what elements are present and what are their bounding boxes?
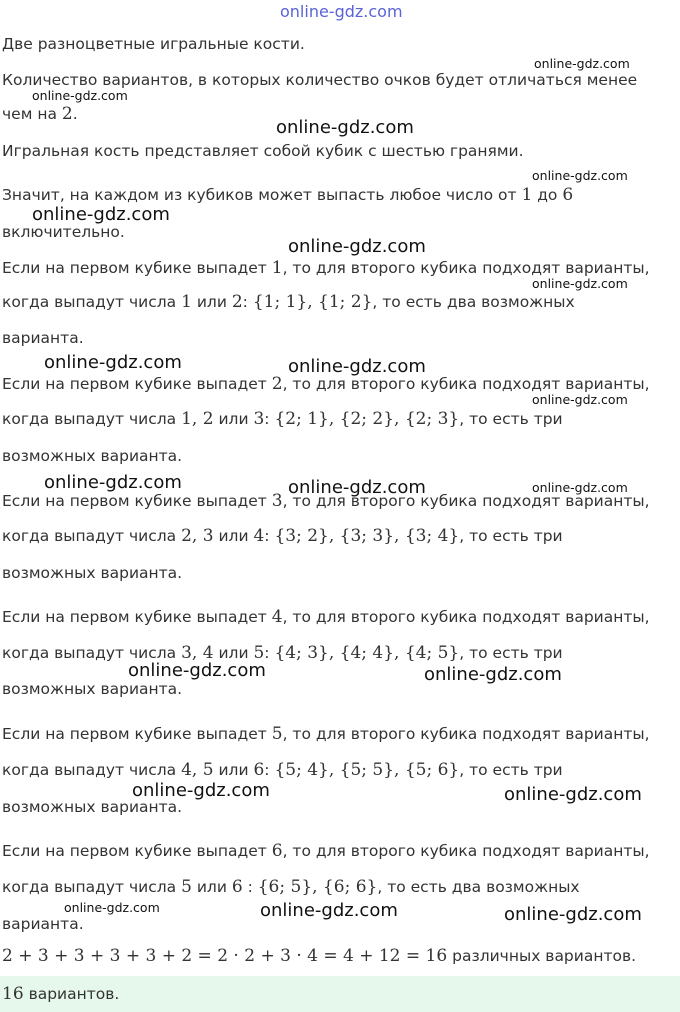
answer-text: 16 вариантов. [2,984,120,1004]
watermark: online-gdz.com [44,472,182,493]
watermark: online-gdz.com [424,664,562,685]
case-5-line-1: Если на первом кубике выпадет 5, то для второго кубика подходят варианты, [2,724,650,744]
line-problem-statement: Две разноцветные игральные кости. [2,35,305,53]
watermark: online-gdz.com [32,88,128,103]
case-2-line-3: возможных варианта. [2,447,183,465]
case-5-line-3: возможных варианта. [2,798,183,816]
case-6-line-1: Если на первом кубике выпадет 6, то для второго кубика подходят варианты, [2,841,650,861]
line-inclusive: включительно. [2,223,125,241]
watermark: online-gdz.com [532,276,628,291]
case-4-line-2: когда выпадут числа 3, 4 или 5: {4; 3}, {4; 4}, {4; 5}, то есть три [2,643,563,663]
watermark: online-gdz.com [504,784,642,805]
watermark: online-gdz.com [288,477,426,498]
watermark: online-gdz.com [532,480,628,495]
watermark: online-gdz.com [288,356,426,377]
watermark: online-gdz.com [504,904,642,925]
case-2-line-1: Если на первом кубике выпадет 2, то для второго кубика подходят варианты, [2,374,650,394]
line-condition: Количество вариантов, в которых количество очков будет отличаться менее [2,71,638,89]
line-condition-end: чем на 2. [2,104,78,124]
case-3-line-2: когда выпадут числа 2, 3 или 4: {3; 2}, {3; 3}, {3; 4}, то есть три [2,526,563,546]
watermark: online-gdz.com [128,660,266,681]
watermark: online-gdz.com [132,780,270,801]
line-dice-faces: Игральная кость представляет собой кубик с шестью гранями. [2,142,524,160]
case-1-line-1: Если на первом кубике выпадет 1, то для второго кубика подходят варианты, [2,258,650,278]
watermark: online-gdz.com [532,168,628,183]
top-watermark: online-gdz.com [280,2,403,21]
case-1-line-2: когда выпадут числа 1 или 2: {1; 1}, {1; 2}, то есть два возможных [2,292,575,312]
line-range: Значит, на каждом из кубиков может выпасть любое число от 1 до 6 [2,185,574,205]
case-4-line-3: возможных варианта. [2,680,183,698]
case-4-line-1: Если на первом кубике выпадет 4, то для второго кубика подходят варианты, [2,607,650,627]
case-3-line-3: возможных варианта. [2,564,183,582]
watermark: online-gdz.com [64,900,160,915]
watermark: online-gdz.com [32,204,170,225]
answer-box [0,976,680,1012]
sum-line: 2 + 3 + 3 + 3 + 3 + 2 = 2 · 2 + 3 · 4 = 4 + 12 = 16 различных вариантов. [2,946,637,966]
watermark: online-gdz.com [534,56,630,71]
case-5-line-2: когда выпадут числа 4, 5 или 6: {5; 4}, {5; 5}, {5; 6}, то есть три [2,760,563,780]
watermark: online-gdz.com [44,352,182,373]
watermark: online-gdz.com [260,900,398,921]
watermark: online-gdz.com [288,236,426,257]
case-2-line-2: когда выпадут числа 1, 2 или 3: {2; 1}, {2; 2}, {2; 3}, то есть три [2,409,563,429]
case-3-line-1: Если на первом кубике выпадет 3, то для второго кубика подходят варианты, [2,491,650,511]
watermark: online-gdz.com [276,117,414,138]
case-6-line-2: когда выпадут числа 5 или 6 : {6; 5}, {6; 6}, то есть два возможных [2,877,580,897]
watermark: online-gdz.com [532,392,628,407]
case-1-line-3: варианта. [2,329,84,347]
case-6-line-3: варианта. [2,915,84,933]
